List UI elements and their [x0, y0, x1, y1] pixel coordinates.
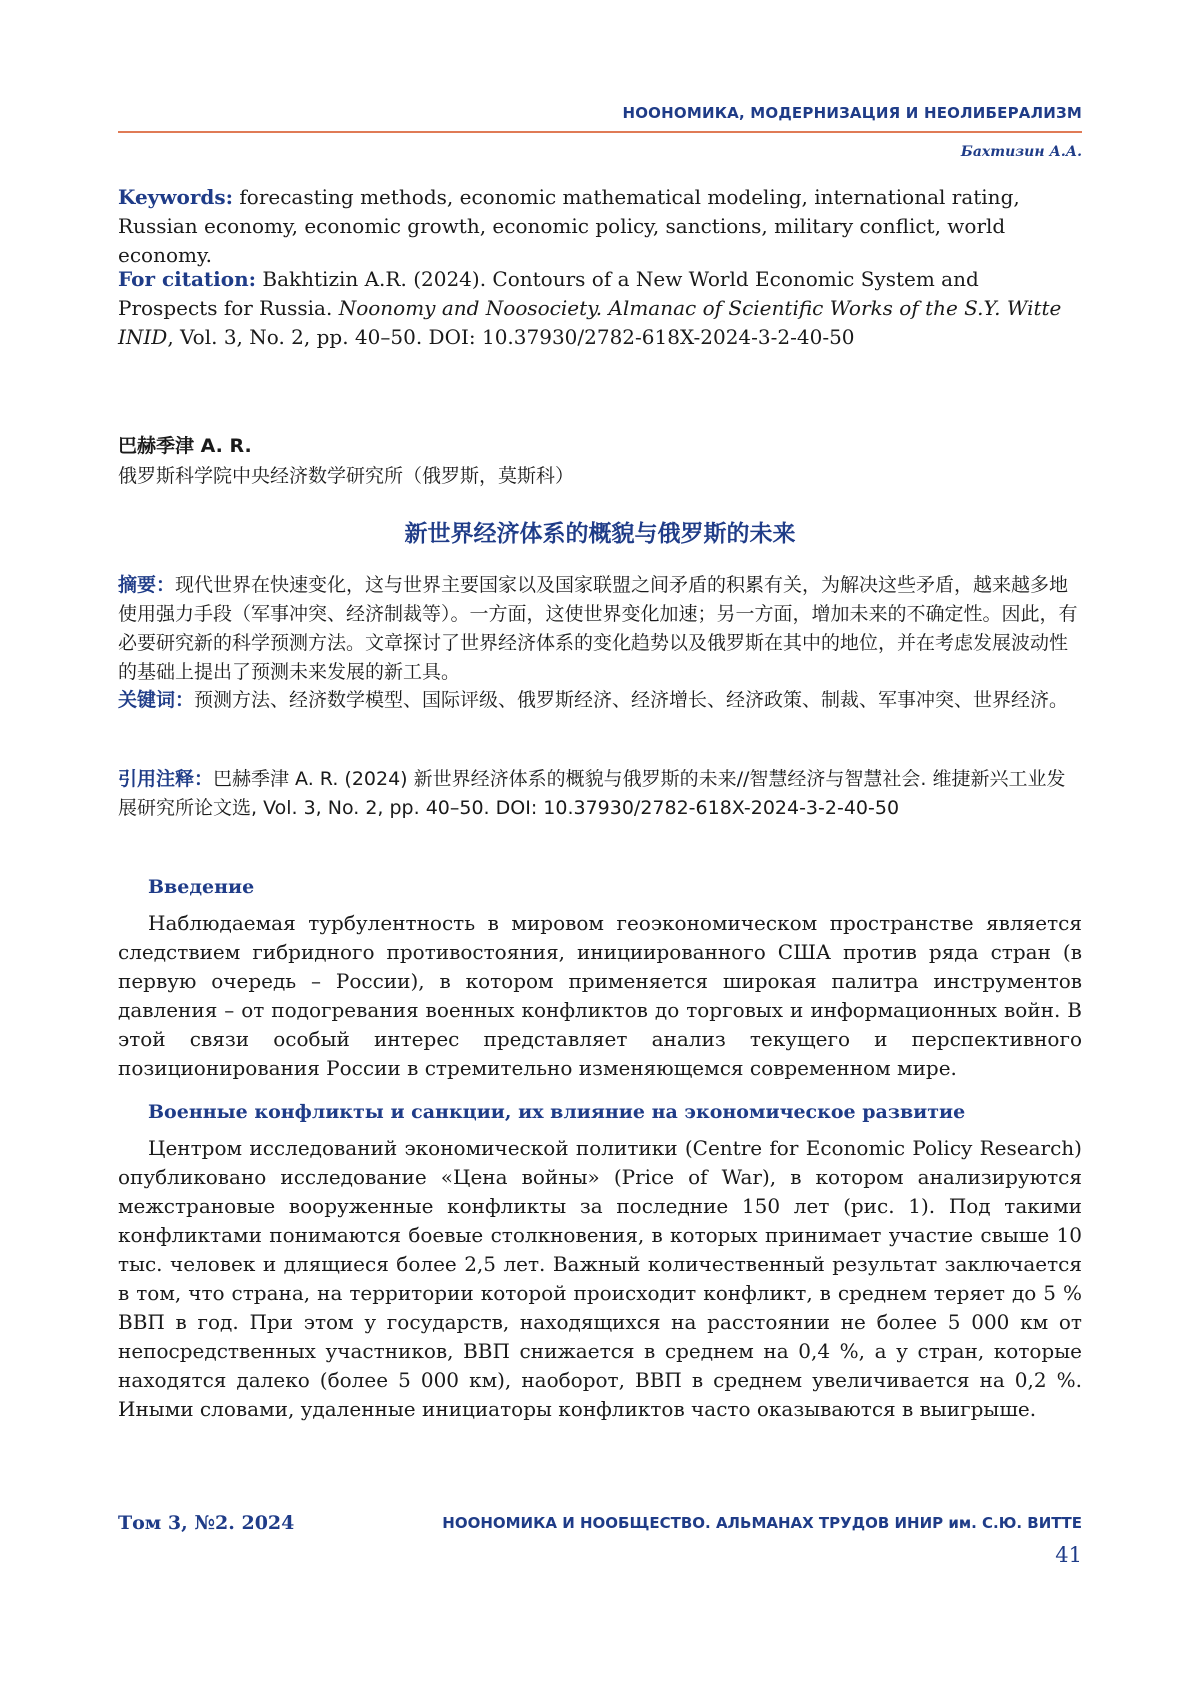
chinese-abstract-text: 现代世界在快速变化，这与世界主要国家以及国家联盟之间矛盾的积累有关，为解决这些矛盾，越来越多地使用强力手段（军事冲突、经济制裁等）。一方面，这使世界变化加速；另一方面，增加未来的不确定性。因此，有必要研究新的科学预测方法。文章探讨了世界经济体系的变化趋势以及俄罗斯在其中的地位，并在考虑发展波动性的基础上提出了预测未来发展的新工具。 [118, 574, 1078, 683]
footer-journal: НООНОМИКА И НООБЩЕСТВО. АЛЬМАНАХ ТРУДОВ ИНИР им. С.Ю. ВИТТЕ [442, 1514, 1082, 1532]
english-citation [118, 265, 1082, 352]
chinese-keywords [118, 686, 1082, 715]
introduction-paragraph: Наблюдаемая турбулентность в мировом геоэкономическом пространстве является следствием гибридного противостояния, инициированного США против ряда стран (в первую очередь – России), в котором применяется широкая палитра инструментов давления – от подогревания военных конфликтов до торговых и информационных войн. В этой связи особый интерес представляет анализ текущего и перспективного позиционирования России в стремительно изменяющемся современном мире. [118, 911, 1082, 1080]
section-heading-introduction: Введение [148, 876, 255, 898]
page-number: 41 [1055, 1543, 1082, 1567]
chinese-title: 新世界经济体系的概貌与俄罗斯的未来 [404, 521, 796, 547]
conflicts-paragraph: Центром исследований экономической политики (Centre for Economic Policy Research) опубликовано исследование «Цена войны» (Price of War), в котором анализируются межстрановые вооруженные конфликты за последние 150 лет (рис. 1). Под такими конфликтами понимаются боевые столкновения, в которых принимает участие свыше 10 тыс. человек и длящиеся более 2,5 лет. Важный количественный результат заключается в том, что страна, на территории которой происходит конфликт, в среднем теряет до 5 % ВВП в год. При этом у государств, находящихся на расстоянии не более 5 000 км от непосредственных участников, ВВП снижается в среднем на 0,4 %, а у стран, которые находятся далеко (более 5 000 км), наоборот, ВВП в среднем увеличивается на 0,2 %. Иными словами, удаленные инициаторы конфликтов часто оказываются в выигрыше. [118, 1136, 1082, 1421]
english-citation-text: Bakhtizin A.R. (2024). Contours of a New World Economic System and Prospects for Russia. [118, 267, 979, 320]
running-header-author: Бахтизин А.А. [960, 144, 1082, 160]
running-header-section: НООНОМИКА, МОДЕРНИЗАЦИЯ И НЕОЛИБЕРАЛИЗМ [622, 104, 1082, 122]
chinese-citation-text: 巴赫季津 A. R. (2024) 新世界经济体系的概貌与俄罗斯的未来//智慧经济与智慧社会. 维捷新兴工业发展研究所论文选, Vol. 3, No. 2, pp. 40–50. DOI: 10.37930/2782-618X-2024-3-2-40-50 [118, 768, 1066, 819]
chinese-keywords-text: 预测方法、经济数学模型、国际评级、俄罗斯经济、经济增长、经济政策、制裁、军事冲突、世界经济。 [194, 689, 1069, 711]
chinese-citation-label: 引用注释： [118, 768, 214, 790]
section-heading-conflicts: Военные конфликты и санкции, их влияние на экономическое развитие [148, 1101, 966, 1123]
english-keywords [118, 183, 1082, 270]
english-keywords-label: Keywords: [118, 185, 234, 209]
english-citation-details: , Vol. 3, No. 2, pp. 40–50. DOI: 10.37930/2782-618X-2024-3-2-40-50 [167, 325, 855, 349]
english-keywords-text: forecasting methods, economic mathematical modeling, international rating, Russian economy, economic growth, economic policy, sanctions, military conflict, world economy. [118, 185, 1020, 267]
chinese-affiliation: 俄罗斯科学院中央经济数学研究所（俄罗斯，莫斯科） [118, 465, 575, 487]
header-divider [118, 131, 1082, 133]
english-citation-journal: Noonomy and Noosociety. Almanac of Scientific Works of the S.Y. Witte INID [118, 296, 1062, 349]
chinese-abstract [118, 571, 1082, 687]
chinese-keywords-label: 关键词： [118, 689, 195, 711]
chinese-citation [118, 765, 1082, 823]
chinese-author: 巴赫季津 A. R. [118, 435, 252, 457]
chinese-abstract-label: 摘要： [118, 574, 176, 596]
footer-issue: Том 3, №2. 2024 [118, 1512, 295, 1534]
english-citation-label: For citation: [118, 267, 257, 291]
